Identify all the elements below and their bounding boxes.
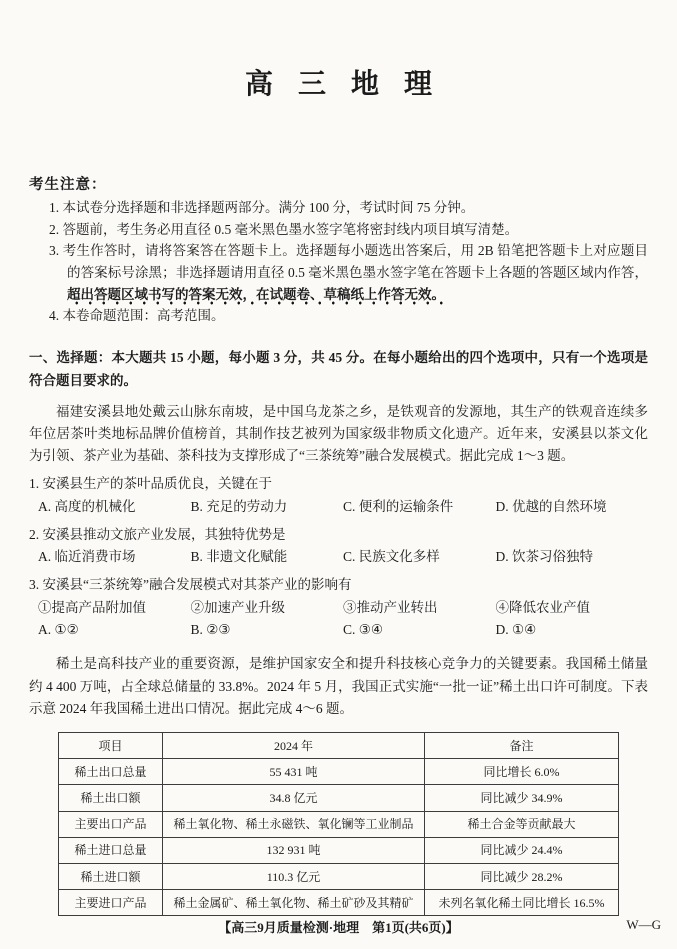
table-cell: 主要出口产品 [59,811,163,837]
question-3-option-a: A. ①② [38,622,79,638]
question-2 [29,524,648,569]
table-cell: 主要进口产品 [59,890,163,916]
table-cell: 稀土金属矿、稀土氧化物、稀土矿砂及其精矿 [163,890,425,916]
table-row [59,785,619,811]
table-cell: 110.3 亿元 [163,864,425,890]
table-header-note: 备注 [425,733,619,759]
question-1 [29,473,648,518]
table-cell: 同比增长 6.0% [425,759,619,785]
question-3-statement-4: ④降低农业产值 [495,599,590,615]
table-cell: 同比减少 28.2% [425,864,619,890]
question-3-options [29,619,648,641]
table-cell: 132 931 吨 [163,837,425,863]
passage-tea: 福建安溪县地处戴云山脉东南坡，是中国乌龙茶之乡，是铁观音的发源地，其生产的铁观音连续多年位居茶叶类地标品牌价值榜首，其制作技艺被列为国家级非物质文化遗产。近年来，安溪县以茶文化为引领、茶产业为基础、茶科技为支撑形成了“三茶统筹”融合发展模式。据此完成 1～3 题。 [29,403,648,464]
rare-earth-table [58,732,619,916]
table-cell: 稀土出口额 [59,785,163,811]
table-row [59,837,619,863]
table-cell: 稀土出口总量 [59,759,163,785]
page-footer [0,917,677,937]
question-1-stem: 1. 安溪县生产的茶叶品质优良，关键在于 [29,476,272,492]
question-3-statement-2: ②加速产业升级 [190,599,285,615]
multiple-choice-section [29,347,648,917]
question-3 [29,574,648,641]
table-cell: 34.8 亿元 [163,785,425,811]
table-header-item: 项目 [59,733,163,759]
notice-item-3-text: 3. 考生作答时，请将答案答在答题卡上。选择题每小题选出答案后，用 2B 铅笔把答题卡上对应题目的答案标号涂黑；非选择题请用直径 0.5 毫米黑色墨水签字笔在答题卡上各题的答题区域内作答， [49,243,648,280]
section-one-heading: 一、选择题：本大题共 15 小题，每小题 3 分，共 45 分。在每小题给出的四个选项中，只有一个选项是符合题目要求的。 [29,349,648,388]
table-cell: 55 431 吨 [163,759,425,785]
footer-page-info: 【高三9月质量检测·地理 第1页(共6页)】 [218,920,459,935]
notice-item-4: 4. 本卷命题范围：高考范围。 [49,308,225,324]
question-2-stem: 2. 安溪县推动文旅产业发展，其独特优势是 [29,526,286,542]
notice-item-3-emphasis: 超出答题区域书写的答案无效，在试题卷、草稿纸上作答无效。 [67,287,445,305]
question-3-statement-3: ③推动产业转出 [343,599,438,615]
question-3-stem: 3. 安溪县“三茶统筹”融合发展模式对其茶产业的影响有 [29,577,352,593]
question-2-options [29,546,648,568]
question-3-statement-1: ①提高产品附加值 [38,599,146,615]
question-1-option-c: C. 便利的运输条件 [343,498,454,514]
table-cell: 同比减少 34.9% [425,785,619,811]
question-2-option-d: D. 饮茶习俗独特 [495,549,593,565]
question-2-option-b: B. 非遗文化赋能 [190,549,288,565]
question-1-option-d: D. 优越的自然环境 [495,498,607,514]
table-cell: 稀土进口额 [59,864,163,890]
notice-item-1: 1. 本试卷分选择题和非选择题两部分。满分 100 分，考试时间 75 分钟。 [49,200,475,216]
notice-heading: 考生注意： [29,177,107,193]
question-1-option-b: B. 充足的劳动力 [190,498,288,514]
table-row [59,890,619,916]
table-cell: 稀土氧化物、稀土永磁铁、氧化镧等工业制品 [163,811,425,837]
table-cell: 未列名氧化稀土同比增长 16.5% [425,890,619,916]
question-1-option-a: A. 高度的机械化 [38,498,136,514]
notice-section [29,174,648,327]
table-header-row [59,733,619,759]
question-2-option-c: C. 民族文化多样 [343,549,440,565]
question-3-option-d: D. ①④ [495,622,537,638]
notice-item-2: 2. 答题前，考生务必用直径 0.5 毫米黑色墨水签字笔将密封线内项目填写清楚。 [49,221,519,237]
page-title: 高 三 地 理 [244,69,441,100]
question-1-options [29,496,648,518]
passage-rare-earth: 稀土是高科技产业的重要资源，是维护国家安全和提升科技核心竞争力的关键要素。我国稀土储量约 4 400 万吨，占全球总储量的 33.8%。2024 年 5 月，我国正式实施“一批一证”稀土出口许可制度。下表示意 2024 年我国稀土进出口情况。据此完成 4～6 题。 [29,656,648,716]
table-row [59,864,619,890]
notice-item-3 [49,240,648,305]
question-3-option-c: C. ③④ [343,622,383,638]
table-header-year: 2024 年 [163,733,425,759]
table-row [59,759,619,785]
table-cell: 稀土进口总量 [59,837,163,863]
question-3-sub-options [29,597,648,619]
table-cell: 同比减少 24.4% [425,837,619,863]
question-3-option-b: B. ②③ [190,622,231,638]
footer-version-code: W—G [626,917,661,932]
question-2-option-a: A. 临近消费市场 [38,549,136,565]
notice-list [49,197,648,327]
table-cell: 稀土合金等贡献最大 [425,811,619,837]
table-row [59,811,619,837]
